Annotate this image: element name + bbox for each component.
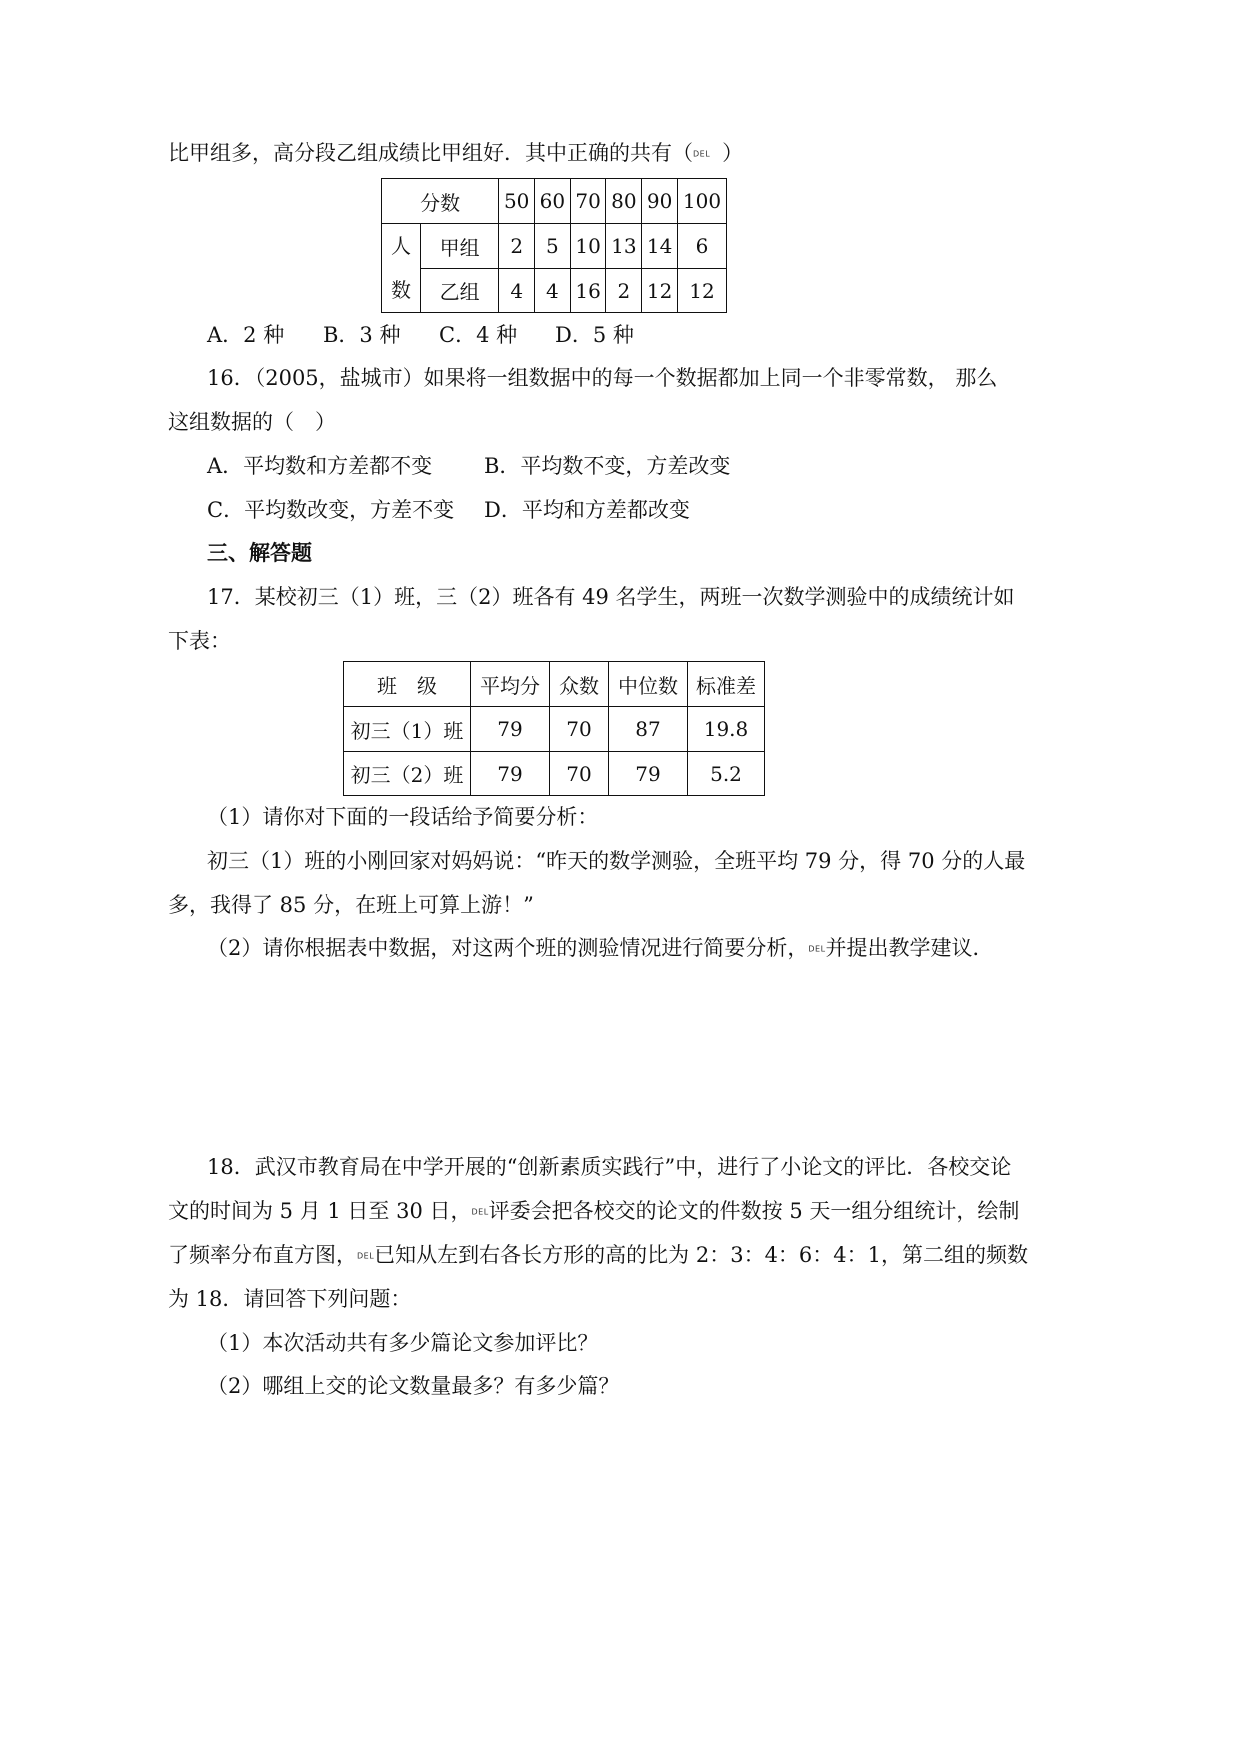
q17-line2: 下表： <box>168 629 231 653</box>
table-cell: 13 <box>606 224 642 269</box>
table-header: 中位数 <box>609 662 688 707</box>
group-label: 甲组 <box>421 224 499 269</box>
q18-line3 <box>168 1240 1028 1272</box>
table-cell: 5.2 <box>688 752 765 796</box>
del-mark: DEL <box>693 149 711 159</box>
q16-line2: 这组数据的（ ） <box>168 410 336 434</box>
table-cell: 79 <box>609 752 688 796</box>
q15-close: ） <box>722 141 744 165</box>
table-cell: 87 <box>609 707 688 752</box>
q18-sub2: （2）哪组上交的论文数量最多？有多少篇？ <box>207 1374 620 1398</box>
table-cell: 5 <box>535 224 571 269</box>
table-cell: 70 <box>550 707 609 752</box>
score-col: 50 <box>499 179 535 224</box>
q15-option-a: A．2 种 <box>207 323 285 347</box>
del-mark: DEL <box>357 1251 375 1261</box>
table-cell: 10 <box>570 224 606 269</box>
q16-option-c: C．平均数改变，方差不变 <box>207 498 455 522</box>
table-cell: 2 <box>499 224 535 269</box>
q17-sub2-tail: 并提出教学建议． <box>825 936 994 960</box>
q17-quote-line2: 多，我得了 85 分，在班上可算上游！” <box>168 893 534 917</box>
q17-line1: 17．某校初三（1）班，三（2）班各有 49 名学生，两班一次数学测验中的成绩统计如 <box>207 585 1015 609</box>
table-cell: 2 <box>606 269 642 313</box>
table-cell: 6 <box>678 224 727 269</box>
q18-sub1: （1）本次活动共有多少篇论文参加评比？ <box>207 1331 599 1355</box>
table-cell: 初三（1）班 <box>344 707 471 752</box>
table-header: 众数 <box>550 662 609 707</box>
section-title: 三、解答题 <box>207 540 312 565</box>
q17-sub1: （1）请你对下面的一段话给予简要分析： <box>207 805 599 829</box>
score-col: 90 <box>642 179 678 224</box>
q17-sub2 <box>207 933 994 965</box>
q18-line3-head: 了频率分布直方图， <box>168 1243 357 1267</box>
score-col: 70 <box>570 179 606 224</box>
q18-line4: 为 18．请回答下列问题： <box>168 1287 412 1311</box>
q16-option-d: D．平均和方差都改变 <box>484 498 690 522</box>
table-cell: 79 <box>471 707 550 752</box>
q15-option-c: C．4 种 <box>439 323 518 347</box>
q16-option-a: A．平均数和方差都不变 <box>207 454 433 478</box>
score-col: 60 <box>535 179 571 224</box>
score-col: 80 <box>606 179 642 224</box>
del-mark: DEL <box>471 1207 489 1217</box>
table-header: 标准差 <box>688 662 765 707</box>
table-cell: 70 <box>550 752 609 796</box>
q15-text: 比甲组多，高分段乙组成绩比甲组好．其中正确的共有（ <box>168 141 693 165</box>
table-cell: 12 <box>678 269 727 313</box>
table-cell: 14 <box>642 224 678 269</box>
group-label: 乙组 <box>421 269 499 313</box>
table-header: 班 级 <box>344 662 471 707</box>
q18-line3-tail: 已知从左到右各长方形的高的比为 2：3：4：6：4：1，第二组的频数 <box>374 1243 1029 1267</box>
score-table <box>381 178 727 313</box>
people-label-bottom: 数 <box>391 278 411 302</box>
table-header: 平均分 <box>471 662 550 707</box>
q15-option-d: D．5 种 <box>555 323 634 347</box>
table-cell: 12 <box>642 269 678 313</box>
q18-line2-tail: 评委会把各校交的论文的件数按 5 天一组分组统计，绘制 <box>488 1199 1020 1223</box>
people-label-top: 人 <box>391 234 411 258</box>
score-col: 100 <box>678 179 727 224</box>
q18-line1: 18．武汉市教育局在中学开展的“创新素质实践行”中，进行了小论文的评比．各校交论 <box>207 1155 1012 1179</box>
table-cell: 19.8 <box>688 707 765 752</box>
table-cell: 79 <box>471 752 550 796</box>
q15-option-b: B．3 种 <box>323 323 401 347</box>
q16-option-b: B．平均数不变，方差改变 <box>484 454 731 478</box>
table-cell: 初三（2）班 <box>344 752 471 796</box>
q16-line1: 16．（2005，盐城市）如果将一组数据中的每一个数据都加上同一个非零常数， 那么 <box>207 366 998 390</box>
table-cell: 4 <box>499 269 535 313</box>
q15-line <box>168 138 743 170</box>
table-cell: 16 <box>570 269 606 313</box>
q17-sub2-head: （2）请你根据表中数据，对这两个班的测验情况进行简要分析， <box>207 936 809 960</box>
del-mark: DEL <box>808 944 826 954</box>
class-stats-table <box>343 661 765 796</box>
q17-quote-line1: 初三（1）班的小刚回家对妈妈说：“昨天的数学测验，全班平均 79 分，得 70 分的人最 <box>207 849 1026 873</box>
table-cell: 4 <box>535 269 571 313</box>
q18-line2-head: 文的时间为 5 月 1 日至 30 日， <box>168 1199 472 1223</box>
q18-line2 <box>168 1196 1019 1228</box>
people-label <box>382 224 421 313</box>
score-header-label: 分数 <box>382 179 499 224</box>
